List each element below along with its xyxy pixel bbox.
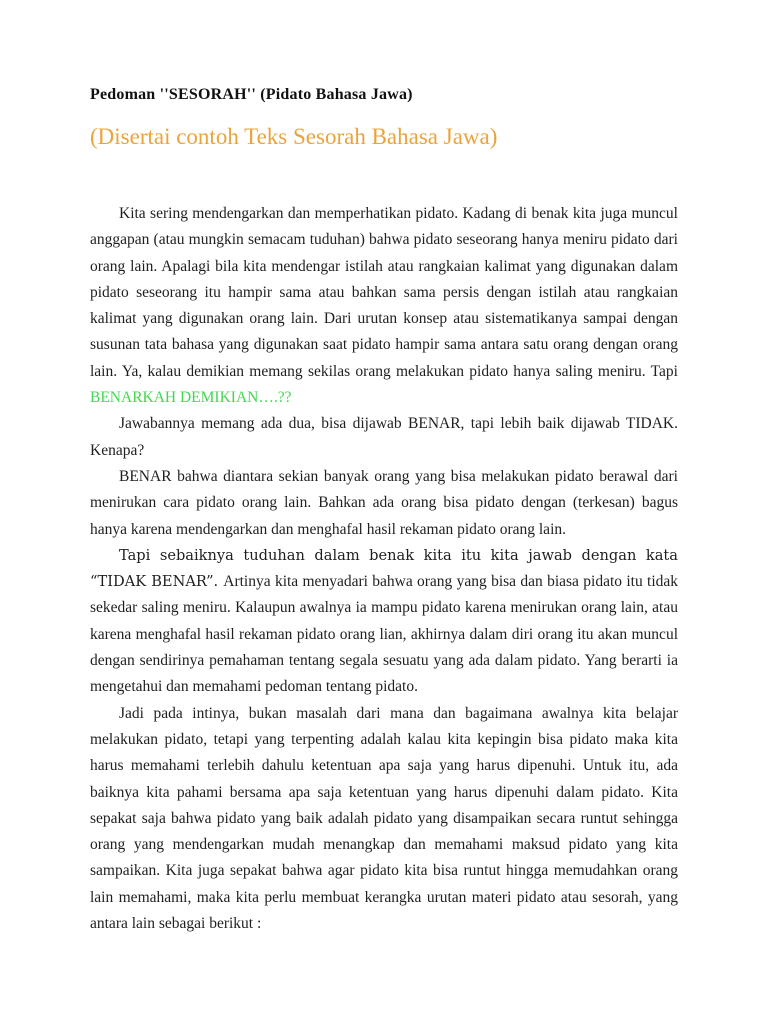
paragraph-3 (90, 464, 678, 543)
text-segment: Kita sering mendengarkan dan memperhatikan pidato. Kadang di benak kita juga muncul anggapan (atau mungkin semacam tuduhan) bahwa pidato seseorang hanya meniru pidato dari orang lain. Apalagi bila kita mendengar istilah atau rangkaian kalimat yang digunakan dalam pidato seseorang itu hampir sama atau bahkan sama persis dengan istilah atau rangkaian kalimat yang digunakan orang lain. Dari urutan konsep atau sistematikanya sampai dengan susunan tata bahasa yang digunakan saat pidato hampir sama antara satu orang dengan orang lain. Ya, kalau demikian memang sekilas orang melakukan pidato hanya saling meniru. Tapi (90, 205, 678, 380)
highlighted-green-text: BENARKAH DEMIKIAN….?? (90, 389, 292, 407)
paragraph-2 (90, 411, 678, 464)
text-segment: BENAR bahwa diantara sekian banyak orang yang bisa melakukan pidato berawal dari menirukan cara pidato orang lain. Bahkan ada orang bisa pidato dengan (terkesan) bagus hanya karena mendengarkan dan menghafal hasil rekaman pidato orang lain. (90, 467, 678, 538)
document-title: Pedoman ''SESORAH'' (Pidato Bahasa Jawa) (90, 86, 413, 103)
document-body (90, 201, 678, 937)
paragraph-1 (90, 201, 678, 411)
text-segment: Jadi pada intinya, bukan masalah dari mana dan bagaimana awalnya kita belajar melakukan pidato, tetapi yang terpenting adalah kalau kita kepingin bisa pidato maka kita harus memahami terlebih dahulu ketentuan apa saja yang harus dipenuhi. Untuk itu, ada baiknya kita pahami bersama apa saja ketentuan yang harus dipenuhi dalam pidato. Kita sepakat saja bahwa pidato yang baik adalah pidato yang disampaikan secara runtut sehingga orang yang mendengarkan mudah menangkap dan memahami maksud pidato yang kita sampaikan. Kita juga sepakat bahwa agar pidato kita bisa runtut hingga memudahkan orang lain memahami, maka kita perlu membuat kerangka urutan materi pidato atau sesorah, yang antara lain sebagai berikut : (90, 704, 678, 933)
paragraph-5 (90, 701, 678, 938)
text-segment: Jawabannya memang ada dua, bisa dijawab BENAR, tapi lebih baik dijawab TIDAK. Kenapa? (90, 415, 678, 459)
document-subtitle: (Disertai contoh Teks Sesorah Bahasa Jawa) (90, 124, 498, 149)
paragraph-4 (90, 543, 678, 701)
alt-font-text: Tapi sebaiknya tuduhan dalam benak kita itu kita jawab dengan kata “TIDAK BENAR”. (90, 546, 678, 591)
text-segment: Artinya kita menyadari bahwa orang yang bisa dan biasa pidato itu tidak sekedar saling meniru. Kalaupun awalnya ia mampu pidato karena menirukan orang lain, atau karena menghafal hasil rekaman pidato orang lian, akhirnya dalam diri orang itu akan muncul dengan sendirinya pemahaman tentang segala sesuatu yang ada dalam pidato. Yang berarti ia mengetahui dan memahami pedoman tentang pidato. (90, 573, 679, 696)
